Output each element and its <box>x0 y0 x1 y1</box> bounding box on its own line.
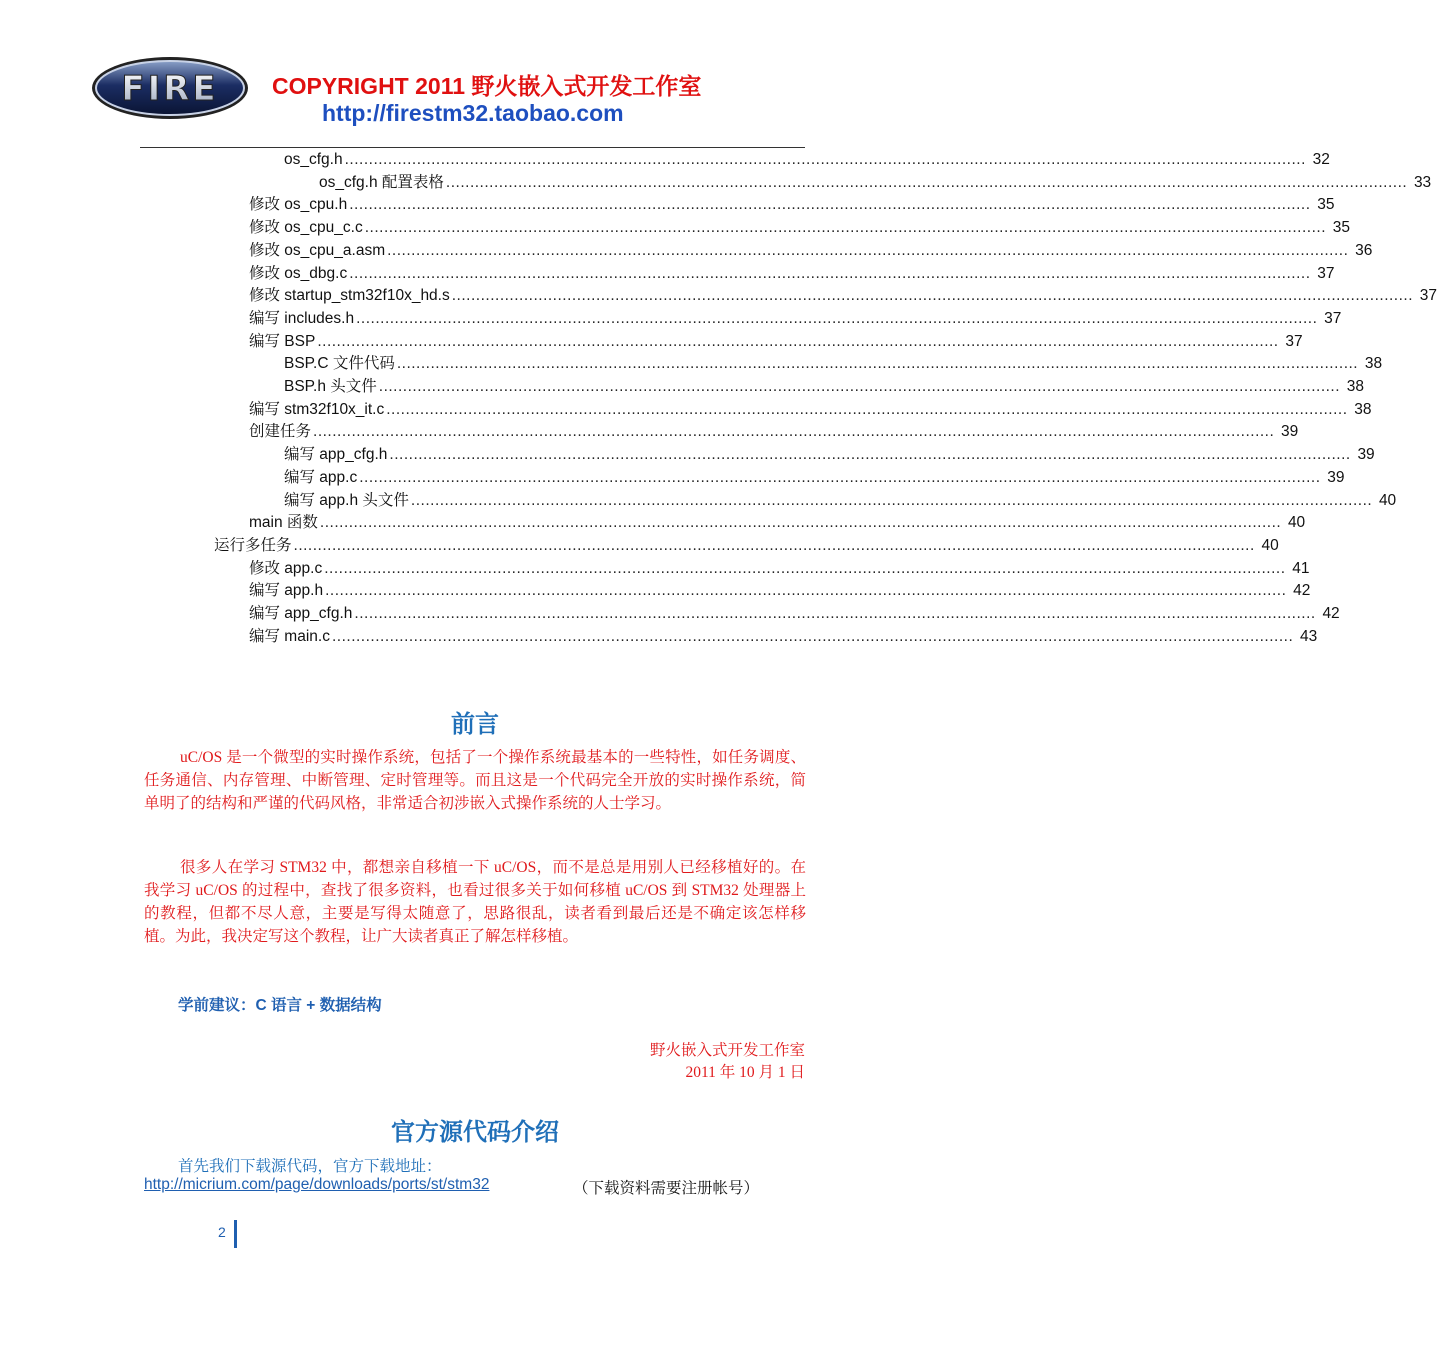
toc-leader-dots: ........................................................................................................................................................................................................ <box>324 559 1286 577</box>
toc-leader-dots: ........................................................................................................................................................................................................ <box>356 309 1318 327</box>
toc-leader-dots: ........................................................................................................................................................................................................ <box>387 241 1349 259</box>
toc-entry-page: 36 <box>1355 241 1373 259</box>
toc-entry[interactable] <box>249 511 1306 533</box>
toc-entry-label: 编写 app_cfg.h <box>284 446 388 464</box>
logo-text: FIRE <box>121 69 219 109</box>
toc-entry-label: 编写 app.c <box>284 468 358 486</box>
toc-entry[interactable] <box>249 557 1310 579</box>
toc-entry[interactable] <box>249 307 1342 329</box>
toc-entry-label: 编写 main.c <box>249 627 330 645</box>
preface-paragraph-1: uC/OS 是一个微型的实时操作系统，包括了一个操作系统最基本的一些特性，如任务调度、任务通信、内存管理、中断管理、定时管理等。而且这是一个代码完全开放的实时操作系统，简单明了的结构和严谨的代码风格，非常适合初涉嵌入式操作系统的人士学习。 <box>144 749 806 812</box>
source-intro: 首先我们下载源代码，官方下载地址： <box>178 1158 442 1175</box>
toc-entry-page: 37 <box>1317 264 1335 282</box>
toc-entry-label: 创建任务 <box>249 423 312 441</box>
toc-entry-page: 42 <box>1293 582 1311 600</box>
toc-entry-label: BSP.C 文件代码 <box>284 355 395 373</box>
signature-date: 2011 年 10 月 1 日 <box>685 1064 805 1081</box>
toc-entry-page: 40 <box>1378 491 1397 509</box>
toc-entry-label: 修改 startup_stm32f10x_hd.s <box>249 287 450 305</box>
toc-leader-dots: ........................................................................................................................................................................................................ <box>319 514 1282 532</box>
toc-entry-page: 38 <box>1346 378 1365 395</box>
toc-entry-page: 37 <box>1324 309 1342 327</box>
toc-leader-dots: ........................................................................................................................................................................................................ <box>396 355 1359 373</box>
toc-entry-label: 编写 stm32f10x_it.c <box>249 400 385 418</box>
toc-entry-page: 43 <box>1300 627 1318 645</box>
toc-leader-dots: ........................................................................................................................................................................................................ <box>445 173 1408 191</box>
toc-entry[interactable] <box>249 193 1335 215</box>
toc-leader-dots: ........................................................................................................................................................................................................ <box>344 151 1306 168</box>
study-advice: 学前建议：C 语言 + 数据结构 <box>178 997 382 1014</box>
toc-leader-dots: ........................................................................................................................................................................................................ <box>451 287 1414 305</box>
toc-entry[interactable] <box>249 398 1372 420</box>
toc-entry-page: 37 <box>1285 332 1303 350</box>
toc-entry-page: 35 <box>1317 196 1335 214</box>
toc-entry[interactable] <box>284 375 1365 397</box>
fire-logo <box>90 55 250 121</box>
page-number: 2 <box>218 1224 226 1240</box>
toc-entry[interactable] <box>284 352 1383 374</box>
toc-entry[interactable] <box>249 262 1335 284</box>
toc-leader-dots: ........................................................................................................................................................................................................ <box>354 605 1316 622</box>
toc-entry-page: 39 <box>1281 423 1299 441</box>
toc-entry[interactable] <box>249 602 1340 624</box>
download-link[interactable]: http://micrium.com/page/downloads/ports/st/stm32 <box>144 1176 490 1193</box>
toc-leader-dots: ........................................................................................................................................................................................................ <box>317 332 1279 350</box>
toc-entry[interactable] <box>249 420 1299 442</box>
toc-leader-dots: ........................................................................................................................................................................................................ <box>378 378 1341 395</box>
toc-entry-page: 38 <box>1354 400 1372 418</box>
toc-entry-label: 修改 os_cpu.h <box>249 196 348 214</box>
toc-entry-page: 40 <box>1287 514 1306 532</box>
preface-paragraph-2: 很多人在学习 STM32 中，都想亲自移植一下 uC/OS，而不是总是用别人已经移植好的。在我学习 uC/OS 的过程中，查找了很多资料，也看过很多关于如何移植 uC/OS 到 STM32 处理器上的教程，但都不尽人意，主要是写得太随意了，思路很乱，读者看到最后还是不确定该怎样移植。为此，我决定写这个教程，让广大读者真正了解怎样移植。 <box>144 859 806 945</box>
toc-entry[interactable] <box>284 466 1345 488</box>
toc-entry-label: BSP.h 头文件 <box>284 378 377 395</box>
toc-entry[interactable] <box>249 284 1437 306</box>
toc-entry[interactable] <box>249 239 1373 261</box>
toc-entry-label: 编写 app_cfg.h <box>249 605 353 622</box>
toc-entry-label: main 函数 <box>249 514 318 532</box>
signature-org: 野火嵌入式开发工作室 <box>649 1042 805 1059</box>
toc-entry-page: 35 <box>1332 219 1350 237</box>
toc-leader-dots: ........................................................................................................................................................................................................ <box>349 196 1311 214</box>
toc-leader-dots: ........................................................................................................................................................................................................ <box>349 264 1311 282</box>
toc-leader-dots: ........................................................................................................................................................................................................ <box>359 468 1321 486</box>
toc-entry-label: 修改 os_dbg.c <box>249 264 348 282</box>
toc-entry-page: 40 <box>1261 536 1279 554</box>
page-number-bar <box>234 1220 237 1248</box>
toc-entry[interactable] <box>284 489 1397 511</box>
toc-entry-page: 32 <box>1312 151 1330 168</box>
toc-entry-page: 37 <box>1419 287 1437 305</box>
toc-entry-label: 运行多任务 <box>214 536 292 554</box>
preface-heading: 前言 <box>451 711 499 738</box>
source-heading: 官方源代码介绍 <box>391 1119 559 1146</box>
toc-leader-dots: ........................................................................................................................................................................................................ <box>331 627 1294 645</box>
toc-entry[interactable] <box>214 534 1279 556</box>
toc-leader-dots: ........................................................................................................................................................................................................ <box>293 536 1255 554</box>
toc-entry-page: 42 <box>1322 605 1340 622</box>
toc-entry-label: 编写 includes.h <box>249 309 355 327</box>
toc-entry-page: 33 <box>1413 173 1432 191</box>
toc-entry-label: 编写 BSP <box>249 332 316 350</box>
toc-entry-label: 修改 os_cpu_c.c <box>249 219 363 237</box>
toc-entry-label: os_cfg.h 配置表格 <box>319 173 444 191</box>
toc-entry-label: 修改 app.c <box>249 559 323 577</box>
toc-entry[interactable] <box>249 625 1318 647</box>
toc-leader-dots: ........................................................................................................................................................................................................ <box>364 219 1326 237</box>
toc-entry[interactable] <box>249 579 1311 601</box>
toc-entry-page: 39 <box>1327 468 1345 486</box>
toc-leader-dots: ........................................................................................................................................................................................................ <box>313 423 1275 441</box>
toc-entry[interactable] <box>249 216 1350 238</box>
toc-entry[interactable] <box>284 443 1375 465</box>
toc-leader-dots: ........................................................................................................................................................................................................ <box>410 491 1373 509</box>
toc-entry-label: 编写 app.h <box>249 582 324 600</box>
header-url[interactable]: http://firestm32.taobao.com <box>322 100 624 126</box>
toc-entry-label: os_cfg.h <box>284 151 343 168</box>
copyright-text: COPYRIGHT 2011 野火嵌入式开发工作室 <box>272 73 702 99</box>
toc-entry[interactable] <box>319 171 1432 193</box>
toc-entry-page: 41 <box>1292 559 1310 577</box>
toc-entry-page: 39 <box>1357 446 1375 464</box>
download-note: （下载资料需要注册帐号） <box>573 1180 760 1197</box>
toc-leader-dots: ........................................................................................................................................................................................................ <box>386 400 1348 418</box>
toc-entry[interactable] <box>249 330 1303 352</box>
toc-leader-dots: ........................................................................................................................................................................................................ <box>325 582 1287 600</box>
toc-leader-dots: ........................................................................................................................................................................................................ <box>389 446 1351 464</box>
toc-entry[interactable] <box>284 148 1330 170</box>
toc-entry-label: 修改 os_cpu_a.asm <box>249 241 386 259</box>
toc-entry-page: 38 <box>1364 355 1383 373</box>
toc-entry-label: 编写 app.h 头文件 <box>284 491 409 509</box>
